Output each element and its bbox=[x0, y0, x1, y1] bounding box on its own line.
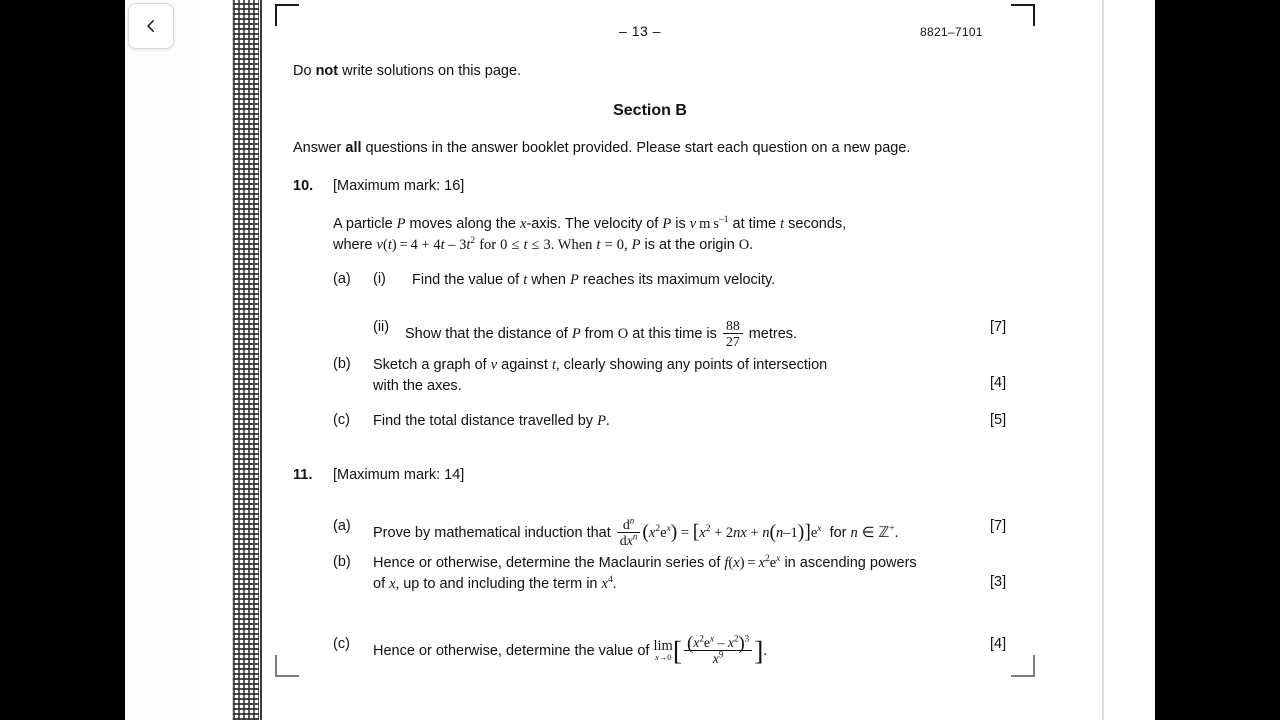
notice-prefix: Do bbox=[293, 63, 316, 79]
question-11b-marks: [3] bbox=[990, 574, 1007, 590]
question-10a-label: (a) bbox=[333, 271, 351, 287]
fraction-denominator: 27 bbox=[723, 333, 743, 349]
notice-bold: not bbox=[315, 63, 339, 79]
question-10b-marks: [4] bbox=[990, 375, 1007, 391]
fraction-numerator: 88 bbox=[725, 318, 740, 333]
question-10a-i-text: Find the value of t when P reaches its maximum velocity. bbox=[412, 272, 776, 288]
question-10c-text: Find the total distance travelled by P. bbox=[373, 413, 610, 429]
question-10a-ii-roman: (ii) bbox=[373, 319, 390, 335]
question-11b-label: (b) bbox=[333, 554, 351, 570]
instruction-suffix: questions in the answer booklet provided. Please start each question on a new page. bbox=[361, 140, 911, 156]
question-11c-label: (c) bbox=[333, 636, 350, 652]
section-instruction bbox=[293, 139, 910, 159]
question-11a-text: Prove by mathematical induction that $\frac{d^n}{dx^n}$ $(x^2e^x) = [x^2 + 2nx + n(n-1)]e^x$ for n ∈ ℤ+. bbox=[373, 515, 899, 549]
question-10a-ii-text: Show that the distance of P from O at this time is $\frac{88}{27}$ metres. bbox=[405, 318, 798, 350]
instruction-prefix: Answer bbox=[293, 140, 346, 156]
question-11b-text: Hence or otherwise, determine the Maclaurin series of $f(x) = x^2e^x$ in ascending powers of x, up to and including the term in $x^4$. bbox=[373, 553, 917, 592]
notice-suffix: write solutions on this page. bbox=[338, 63, 522, 79]
question-10-max-mark: [Maximum mark: 16] bbox=[333, 178, 465, 194]
do-not-write-notice bbox=[293, 62, 521, 82]
limit-fraction: $\frac{(x^2e^x - x^2)^3}{x^9}$ bbox=[684, 635, 752, 667]
limit-operator: lim x→0 bbox=[653, 638, 673, 662]
question-10-number: 10. bbox=[293, 178, 314, 194]
question-10c-label: (c) bbox=[333, 412, 350, 428]
question-11-number: 11. bbox=[293, 467, 313, 483]
question-11a-label: (a) bbox=[333, 518, 351, 534]
derivative-operator: $\frac{d^n}{dx^n}$ bbox=[615, 517, 643, 549]
question-10a-i-roman: (i) bbox=[373, 271, 386, 287]
page-number-header: – 13 – bbox=[619, 23, 661, 39]
question-11a-prefix: Prove by mathematical induction that bbox=[373, 524, 611, 541]
fraction-88-27 bbox=[723, 318, 743, 350]
question-11-max-mark: [Maximum mark: 14] bbox=[333, 467, 465, 483]
question-11c-prefix: Hence or otherwise, determine the value of bbox=[373, 642, 650, 659]
paper-code-header: 8821–7101 bbox=[920, 25, 983, 39]
question-10a-marks: [7] bbox=[990, 319, 1007, 335]
question-10-stem: A particle P moves along the x-axis. The velocity of P is v m $s^{-1}$ at time t seconds, where $v(t) = 4 + 4t - 3t^2$ for 0 ≤ t ≤ 3. When t = 0, P is at the origin O. bbox=[333, 214, 847, 254]
question-10b-label: (b) bbox=[333, 356, 351, 372]
section-heading: Section B bbox=[613, 102, 687, 119]
question-10b-text: Sketch a graph of v against t, clearly showing any points of intersection with the axes. bbox=[373, 357, 828, 394]
question-11c-marks: [4] bbox=[990, 636, 1007, 652]
question-11a-marks: [7] bbox=[990, 518, 1007, 534]
instruction-bold: all bbox=[345, 140, 362, 156]
question-10c-marks: [5] bbox=[990, 412, 1007, 428]
question-11c-text: Hence or otherwise, determine the value of lim x→0 [ $\frac{(x^2e^x - x^2)^3}{x^9}$ ]. bbox=[373, 632, 768, 667]
